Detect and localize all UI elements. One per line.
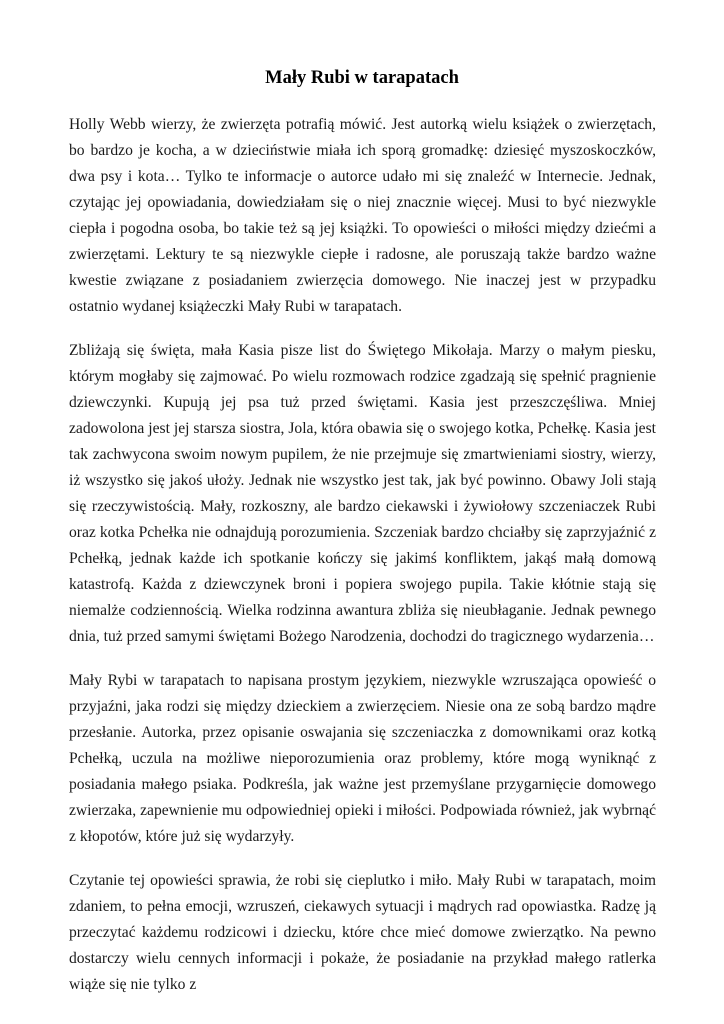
document-title: Mały Rubi w tarapatach	[265, 68, 459, 88]
paragraph-1: Holly Webb wierzy, że zwierzęta potrafią mówić. Jest autorką wielu książek o zwierzętach, bo bardzo je kocha, a w dzieciństwie miała ich sporą gromadkę: dziesięć myszoskoczków, dwa psy i kota… Tylko te informacje o autorce udało mi się znaleźć w Internecie. Jednak, czytając jej opowiadania, dowiedziałam się o niej znacznie więcej. Musi to być niezwykle ciepła i pogodna osoba, bo takie też są jej książki. To opowieści o miłości między dziećmi a zwierzętami. Lektury te są niezwykle ciepłe i radosne, ale poruszają także bardzo ważne kwestie związane z posiadaniem zwierzęcia domowego. Nie inaczej jest w przypadku ostatnio wydanej książeczki Mały Rubi w tarapatach.	[69, 116, 656, 315]
document-body	[69, 112, 656, 1016]
paragraph-2: Zbliżają się święta, mała Kasia pisze list do Świętego Mikołaja. Marzy o małym piesku, którym mogłaby się zajmować. Po wielu rozmowach rodzice zgadzają się spełnić pragnienie dziewczynki. Kupują jej psa tuż przed świętami. Kasia jest przeszczęśliwa. Mniej zadowolona jest jej starsza siostra, Jola, która obawia się o swojego kotka, Pchełkę. Kasia jest tak zachwycona swoim nowym pupilem, że nie przejmuje się zmartwieniami siostry, wierzy, iż wszystko się jakoś ułoży. Jednak nie wszystko jest tak, jak być powinno. Obawy Joli stają się rzeczywistością. Mały, rozkoszny, ale bardzo ciekawski i żywiołowy szczeniaczek Rubi oraz kotka Pchełka nie odnajdują porozumienia. Szczeniak bardzo chciałby się zaprzyjaźnić z Pchełką, jednak każde ich spotkanie kończy się jakimś konfliktem, jakąś małą domową katastrofą. Każda z dziewczynek broni i popiera swojego pupila. Takie kłótnie stają się niemalże codziennością. Wielka rodzinna awantura zbliża się nieubłaganie. Jednak pewnego dnia, tuż przed samymi świętami Bożego Narodzenia, dochodzi do tragicznego wydarzenia…	[69, 342, 656, 645]
paragraph-4: Czytanie tej opowieści sprawia, że robi się cieplutko i miło. Mały Rubi w tarapatach, moim zdaniem, to pełna emocji, wzruszeń, ciekawych sytuacji i mądrych rad opowiastka. Radzę ją przeczytać każdemu rodzicowi i dziecku, które chce mieć domowe zwierzątko. Na pewno dostarczy wielu cennych informacji i pokaże, że posiadanie na przykład małego ratlerka wiąże się nie tylko z	[69, 872, 656, 993]
paragraph-3: Mały Rybi w tarapatach to napisana prostym językiem, niezwykle wzruszająca opowieść o przyjaźni, jaka rodzi się między dzieckiem a zwierzęciem. Niesie ona ze sobą bardzo mądre przesłanie. Autorka, przez opisanie oswajania się szczeniaczka z domownikami oraz kotką Pchełką, uczula na możliwe nieporozumienia oraz problemy, które mogą wyniknąć z posiadania małego psiaka. Podkreśla, jak ważne jest przemyślane przygarnięcie domowego zwierzaka, zapewnienie mu odpowiedniej opieki i miłości. Podpowiada również, jak wybrnąć z kłopotów, które już się wydarzyły.	[69, 672, 656, 845]
